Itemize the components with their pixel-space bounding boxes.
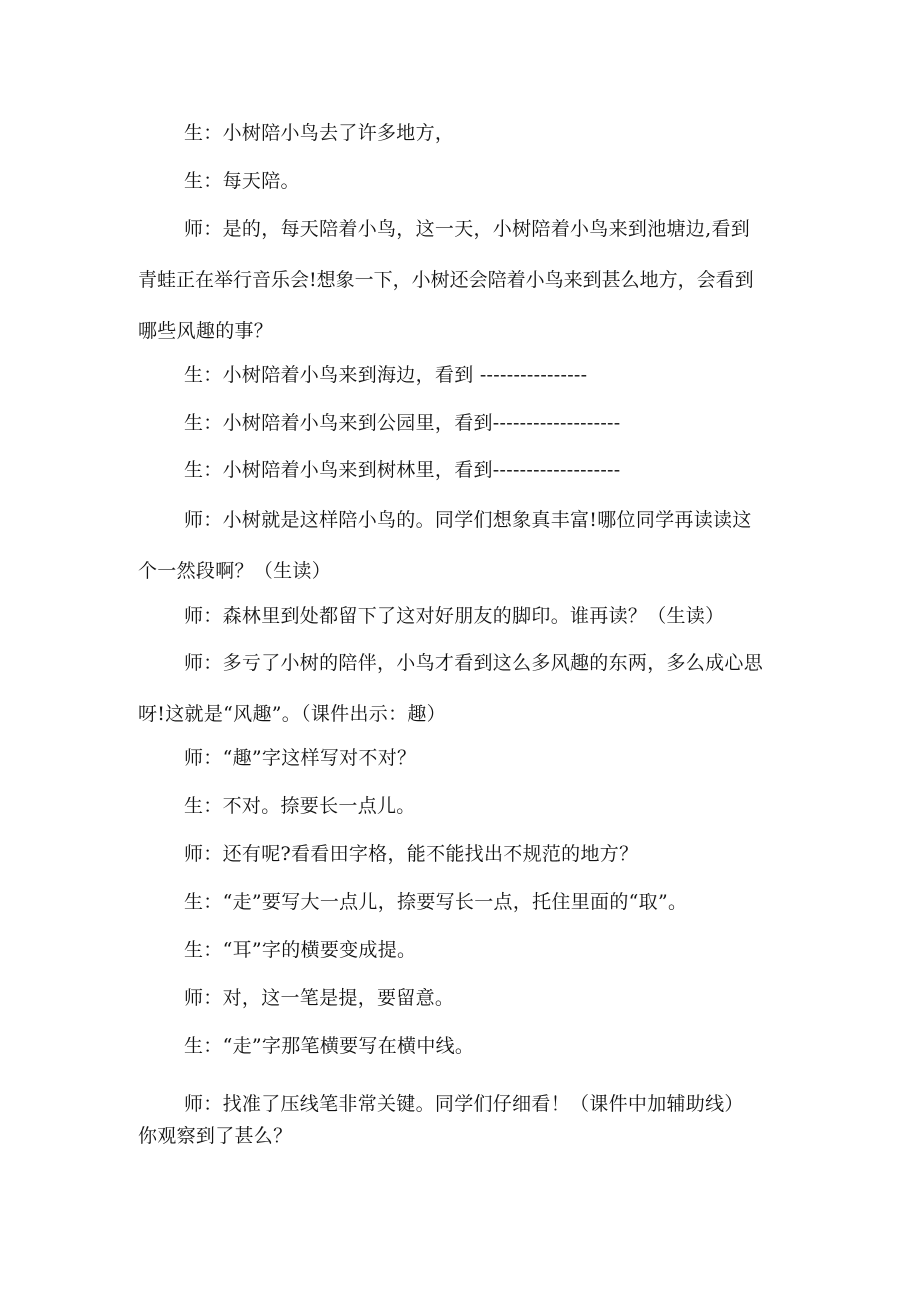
text-line: 师：小树就是这样陪小鸟的。同学们想象真丰富!哪位同学再读读这: [184, 509, 752, 531]
paragraph-9: [138, 638, 798, 740]
paragraph-10: [138, 733, 798, 784]
text-line: 师：森林里到处都留下了这对好朋友的脚印。谁再读？（生读）: [184, 605, 725, 627]
paragraph-3: [138, 204, 798, 357]
text-line: 生：“走”字那笔横要写在横中线。: [184, 1035, 475, 1057]
paragraph-12: [138, 829, 798, 880]
text-line: 生：小树陪小鸟去了许多地方，: [184, 122, 455, 144]
text-line: 师：多亏了小树的陪伴，小鸟才看到这么多风趣的东两，多么成心思: [184, 652, 764, 674]
text-line: 师：对，这一笔是提，要留意。: [184, 987, 455, 1009]
text-line: 生：小树陪着小鸟来到公园里，看到-------------------: [184, 412, 621, 434]
paragraph-1: [138, 108, 798, 159]
text-line: 师：是的，每天陪着小鸟，这一天，小树陪着小鸟来到池塘边,看到: [184, 218, 751, 240]
paragraph-5: [138, 398, 798, 449]
paragraph-8: [138, 591, 798, 642]
paragraph-15: [138, 973, 798, 1024]
paragraph-14: [138, 925, 798, 976]
text-line: 生：不对。捺要长一点儿。: [184, 795, 416, 817]
text-line: 青蛙正在举行音乐会!想象一下，小树还会陪着小鸟来到甚么地方，会看到: [138, 269, 754, 291]
text-line: 你观察到了甚么？: [138, 1125, 293, 1147]
text-line: 师：找准了压线笔非常关键。同学们仔细看！（课件中加辅助线）: [184, 1093, 744, 1115]
paragraph-16: [138, 1021, 798, 1072]
text-line: 师：“趣”字这样写对不对？: [184, 747, 417, 769]
text-line: 生：每天陪。: [184, 170, 300, 192]
paragraph-4: [138, 350, 798, 401]
text-line: 生：小树陪着小鸟来到海边，看到 ----------------: [184, 364, 588, 386]
paragraph-2: [138, 156, 798, 207]
paragraph-11: [138, 781, 798, 832]
paragraph-17: [138, 1088, 798, 1152]
text-line: 个一然段啊？（生读）: [138, 560, 332, 582]
text-line: 生：“走”要写大一点儿，捺要写长一点，托住里面的“取”。: [184, 891, 688, 913]
paragraph-13: [138, 877, 798, 928]
text-line: 呀!这就是“风趣”。（课件出示：趣）: [138, 703, 446, 725]
text-line: 生：“耳”字的横要变成提。: [184, 939, 417, 961]
text-line: 生：小树陪着小鸟来到树林里，看到-------------------: [184, 459, 621, 481]
paragraph-7: [138, 495, 798, 597]
text-line: 哪些风趣的事？: [138, 320, 274, 342]
paragraph-6: [138, 445, 798, 496]
text-line: 师：还有呢?看看田字格，能不能找出不规范的地方？: [184, 843, 639, 865]
